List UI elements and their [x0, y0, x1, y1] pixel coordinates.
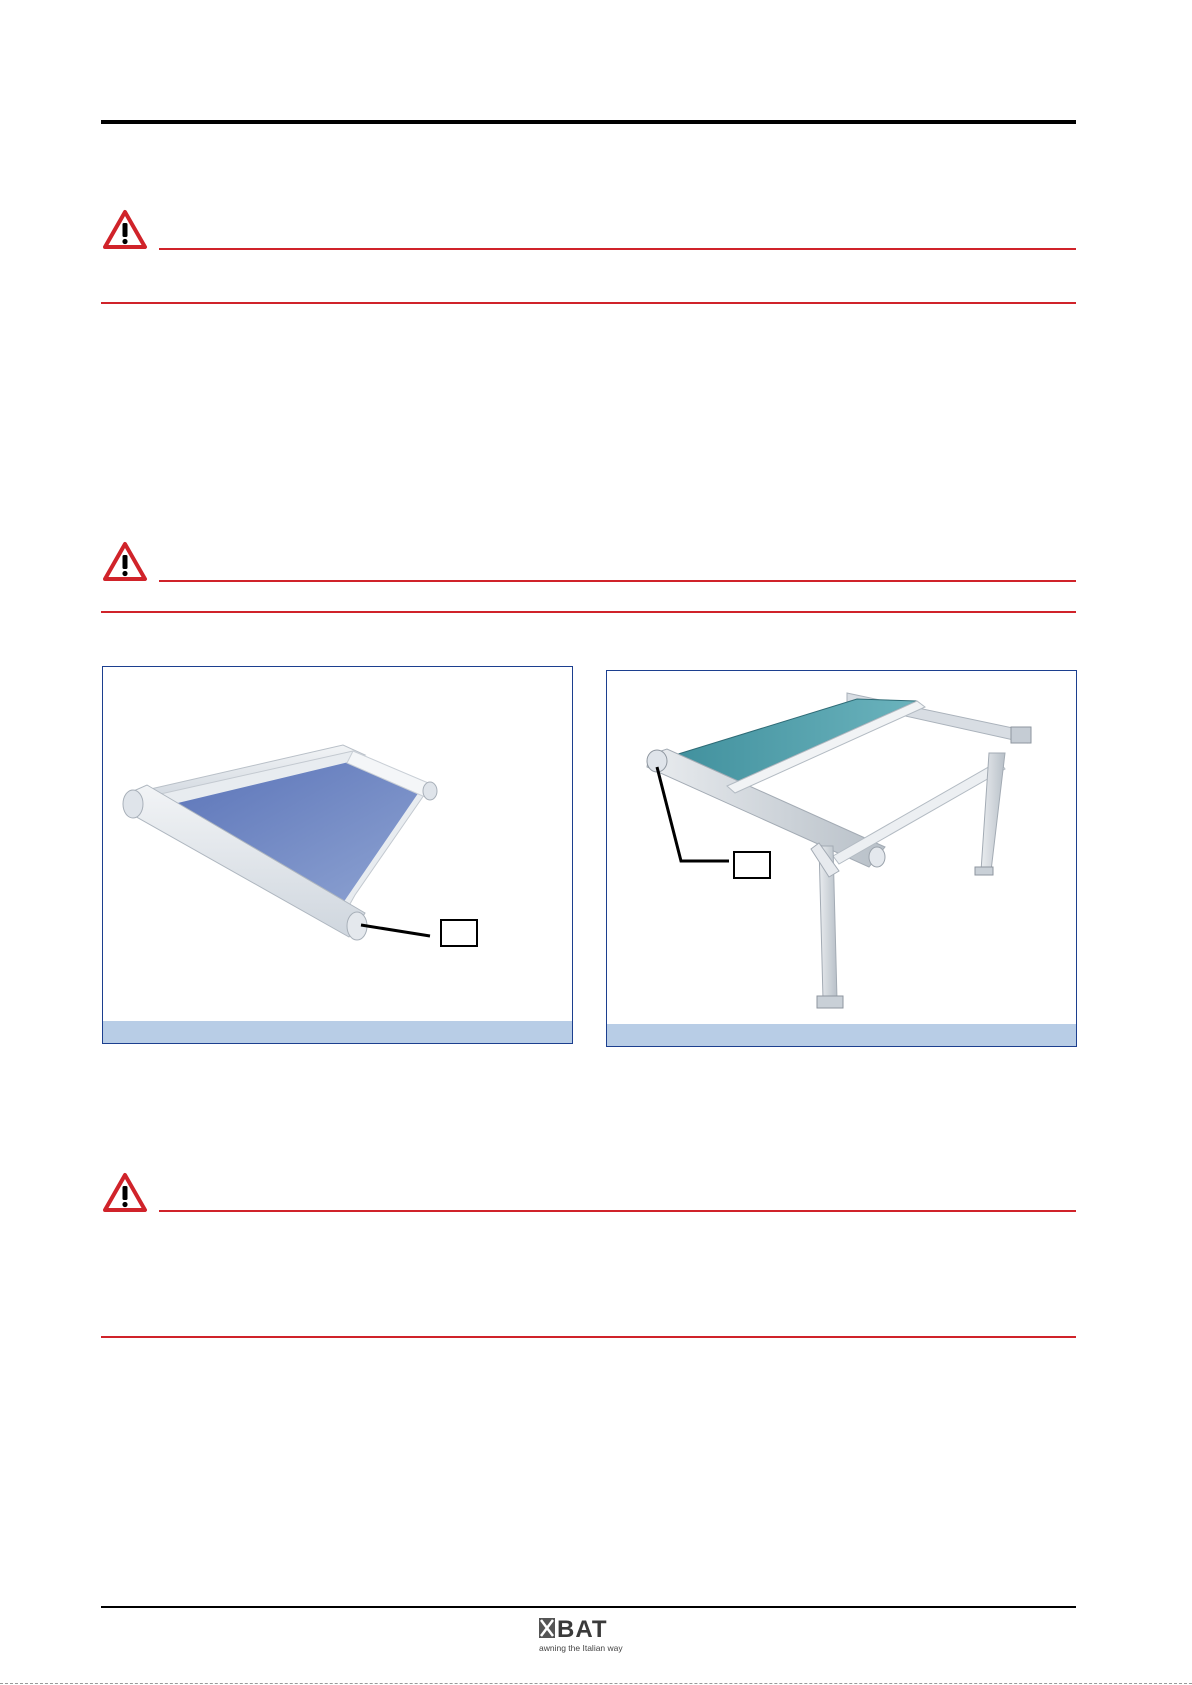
- awning-illustration: [103, 667, 572, 1021]
- figure-pergola: [606, 670, 1077, 1047]
- warning-2-bottom-line: [101, 611, 1076, 613]
- callout-label-box: [733, 851, 771, 879]
- warning-3-bottom-line: [101, 1336, 1076, 1338]
- figure-awning: [102, 666, 573, 1044]
- logo-wordmark: BAT: [557, 1616, 608, 1643]
- warning-triangle-icon: [102, 209, 148, 251]
- warning-1-top-line: [159, 248, 1076, 250]
- warning-triangle-icon: [102, 1172, 148, 1214]
- bat-logo: [535, 1612, 665, 1656]
- pergola-illustration: [607, 671, 1076, 1024]
- logo-tagline: awning the Italian way: [539, 1643, 623, 1653]
- warning-3-top-line: [159, 1210, 1076, 1212]
- warning-2-top-line: [159, 580, 1076, 582]
- figure-caption-band: [607, 1024, 1076, 1046]
- callout-label-box: [440, 919, 478, 947]
- header-rule: [101, 120, 1076, 124]
- warning-1-bottom-line: [101, 302, 1076, 304]
- figure-caption-band: [103, 1021, 572, 1043]
- page-edge: [0, 1683, 1192, 1684]
- warning-triangle-icon: [102, 541, 148, 583]
- footer-rule: [101, 1606, 1076, 1608]
